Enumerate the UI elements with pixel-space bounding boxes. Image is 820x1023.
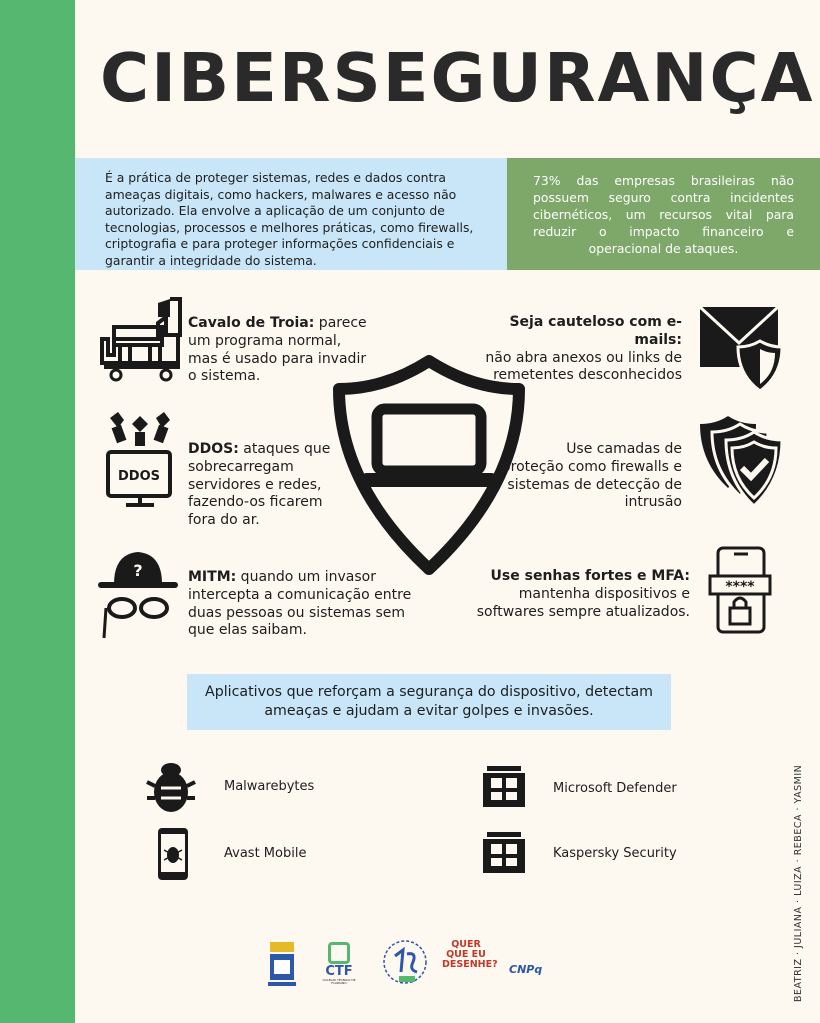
authors-credits: BEATRIZ · JULIANA · LUIZA · REBECA · YASMIN xyxy=(793,764,804,1002)
ctf-logo-text: CTF xyxy=(325,964,353,979)
tip-layers xyxy=(500,441,682,512)
tip-email xyxy=(470,314,682,385)
threat-ddos xyxy=(188,441,348,530)
spy-mask-icon xyxy=(96,548,180,640)
defender-castle-icon xyxy=(481,764,527,808)
cnpq-logo-text: CNPq xyxy=(509,963,543,976)
cnpq-logo xyxy=(509,958,542,977)
app-malwarebytes: Malwarebytes xyxy=(224,779,315,794)
anniversary-seal-logo xyxy=(377,938,433,988)
intro-text: É a prática de proteger sistemas, redes e dados contra ameaças digitais, como hackers, malwares e acesso não autorizado. Ela envolve a aplicação de um conjunto de tecnologias, processos e melhores práticas, como firewalls, criptografia e para proteger informações confidenciais e garantir a integridade do sistema. xyxy=(105,170,474,268)
page-title: CIBERSEGURANÇA xyxy=(100,39,815,117)
tip-passwords xyxy=(470,568,690,621)
app-microsoft-defender: Microsoft Defender xyxy=(553,781,677,796)
bug-icon xyxy=(145,758,197,816)
ctf-logo-subtitle: COLÉGIO TÉCNICO DE FLORIANO xyxy=(322,978,356,985)
ddos-icon-label: DDOS xyxy=(118,469,160,484)
apps-intro-text: Aplicativos que reforçam a segurança do dispositivo, detectam ameaças e ajudam a evitar golpes e invasões. xyxy=(205,684,653,720)
kaspersky-castle-icon xyxy=(481,830,527,874)
svg-text:?: ? xyxy=(133,561,143,580)
trojan-desc: parece um programa normal, mas é usado para invadir o sistema. xyxy=(188,315,367,385)
intro-definition xyxy=(75,158,507,270)
layered-shields-check-icon xyxy=(698,412,786,508)
email-desc: não abra anexos ou links de remetentes desconhecidos xyxy=(485,349,682,384)
envelope-shield-icon xyxy=(698,305,786,393)
layers-desc: Use camadas de proteção como firewalls e sistemas de detecção de intrusão xyxy=(501,441,682,511)
ctf-logo-mark xyxy=(328,942,350,964)
phone-bug-icon xyxy=(156,826,190,882)
email-term: Seja cauteloso com e-mails: xyxy=(509,314,682,348)
app-kaspersky: Kaspersky Security xyxy=(553,846,677,861)
mitm-term: MITM: xyxy=(188,569,237,585)
left-accent-bar xyxy=(0,0,75,1023)
passwords-term: Use senhas fortes e MFA: xyxy=(490,568,690,584)
password-icon-label: **** xyxy=(725,579,755,595)
trojan-horse-icon xyxy=(100,295,186,383)
ddos-term: DDOS: xyxy=(188,441,239,457)
stat-text: 73% das empresas brasileiras não possuem seguro contra incidentes cibernéticos, um recursos vital para reduzir o impacto financeiro e operacional de ataques. xyxy=(533,173,794,257)
university-crest-logo xyxy=(266,940,298,990)
stat-box xyxy=(507,158,820,270)
ddos-monitor-icon xyxy=(104,412,176,508)
central-shield-laptop-icon xyxy=(333,355,525,575)
phone-password-lock-icon xyxy=(708,546,772,636)
ctf-logo xyxy=(320,942,358,985)
trojan-term: Cavalo de Troia: xyxy=(188,315,315,331)
ddos-desc: ataques que sobrecarregam servidores e redes, fazendo-os ficarem fora do ar. xyxy=(188,441,331,529)
apps-intro-box xyxy=(187,674,671,730)
app-avast: Avast Mobile xyxy=(224,846,307,861)
mitm-desc: quando um invasor intercepta a comunicação entre duas pessoas ou sistemas sem que elas saibam. xyxy=(188,569,412,639)
passwords-desc: mantenha dispositivos e softwares sempre atualizados. xyxy=(476,585,690,620)
threat-mitm xyxy=(188,569,423,640)
quer-logo-text: QUER QUE EU DESENHE? xyxy=(442,939,498,970)
quer-que-eu-desenhe-logo xyxy=(442,939,498,970)
